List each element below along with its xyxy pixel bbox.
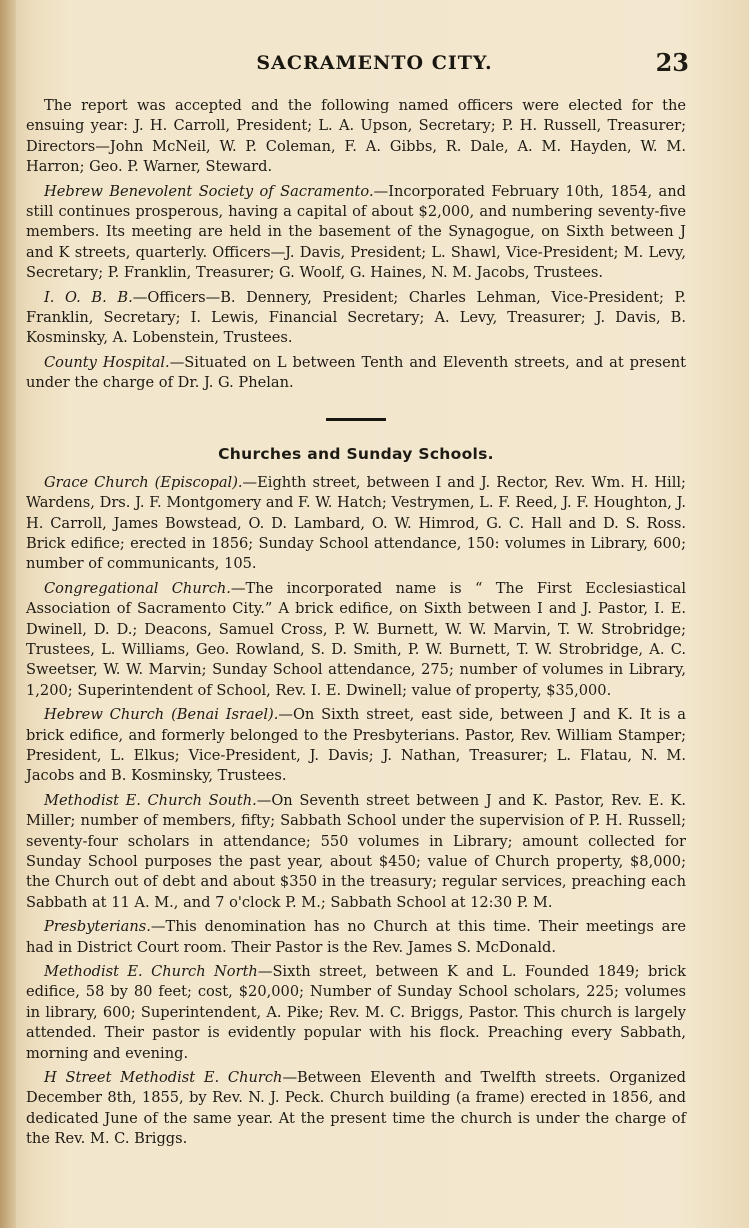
paragraph-text: —On Seventh street between J and K. Pastor, Rev. E. K. Miller; number of members, fifty; Sabbath School under the supervision of P. H. Russell; seventy-four scholars in attendance; 550 volumes in Library; amount collected for Sunday School purposes the past year, about $450; value of Church property, $8,000; the Church out of debt and about $350 in the treasury; regular services, preaching each Sabbath at 11 A. M., and 7 o'clock P. M.; Sabbath School at 12:30 P. M. (26, 791, 686, 911)
paragraph-methodist-south (26, 791, 686, 913)
paragraph-lead: Methodist E. Church South. (44, 791, 257, 809)
paragraph-text: —This denomination has no Church at this time. Their meetings are had in District Court room. Their Pastor is the Rev. James S. McDonald. (26, 918, 686, 956)
paragraph-text: The report was accepted and the following named officers were elected for the ensuing year: J. H. Carroll, President; L. A. Upson, Secretary; P. H. Russell, Treasurer; Directors—John McNeil, W. P. Coleman, F. A. Gibbs, R. Dale, A. M. Hayden, W. M. Harron; Geo. P. Warner, Steward. (26, 97, 686, 176)
paragraph-lead: Methodist E. Church North (44, 963, 258, 981)
page-spine-shadow (0, 0, 16, 1228)
paragraph-hebrew-benevolent-society (26, 182, 686, 284)
paragraph-text: —Situated on L between Tenth and Eleventh streets, and at present under the charge of Dr. J. G. Phelan. (26, 353, 686, 392)
paragraph-county-hospital (26, 353, 686, 394)
paragraph-lead: Hebrew Benevolent Society of Sacramento. (44, 182, 374, 200)
paragraph-officers-report (26, 96, 686, 178)
paragraph-lead: Presbyterians. (44, 918, 151, 936)
paragraph-lead: Grace Church (Episcopal). (44, 473, 243, 491)
page-header (0, 44, 749, 84)
paragraph-text: —Incorporated February 10th, 1854, and still continues prosperous, having a capital of about $2,000, and numbering seventy-five members. Its meeting are held in the basement of the Synagogue, on Sixth between J and K streets, quarterly. Officers—J. Davis, President; L. Shawl, Vice-President; M. Levy, Secretary; P. Franklin, Treasurer; G. Woolf, G. Haines, N. M. Jacobs, Trustees. (26, 182, 686, 282)
page-number: 23 (655, 48, 689, 77)
paragraph-methodist-north (26, 962, 686, 1064)
paragraph-text: —Between Eleventh and Twelfth streets. Organized December 8th, 1855, by Rev. N. J. Peck. Church building (a frame) erected in 1856, and dedicated June of the same year. At the present time the church is under the charge of the Rev. M. C. Briggs. (26, 1069, 687, 1148)
page-body (26, 96, 686, 1154)
paragraph-text: —Sixth street, between K and L. Founded 1849; brick edifice, 58 by 80 feet; cost, $20,000; Number of Sunday School scholars, 225; volumes in library, 600; Superintendent, A. Pike; Rev. M. C. Briggs, Pastor. This church is largely attended. Their pastor is evidently popular with his flock. Preaching every Sabbath, morning and evening. (26, 963, 686, 1062)
paragraph-ioob (26, 288, 686, 349)
paragraph-lead: Hebrew Church (Benai Israel). (44, 706, 279, 724)
running-title: SACRAMENTO CITY. (256, 52, 493, 74)
paragraph-h-street-methodist (26, 1068, 686, 1150)
paragraph-text: —Eighth street, between I and J. Rector, Rev. Wm. H. Hill; Wardens, Drs. J. F. Montgomery and F. W. Hatch; Vestrymen, L. F. Reed, J. F. Houghton, J. H. Carroll, James Bowstead, O. D. Lambard, O. W. Himrod, G. C. Hall and D. S. Ross. Brick edifice; erected in 1856; Sunday School attendance, 150: volumes in Library, 600; number of communicants, 105. (26, 473, 686, 573)
paragraph-congregational-church (26, 579, 686, 701)
paragraph-hebrew-church (26, 705, 686, 787)
section-heading: Churches and Sunday Schools. (218, 444, 494, 463)
paragraph-text: —On Sixth street, east side, between J and K. It is a brick edifice, and formerly belonged to the Presbyterians. Pastor, Rev. William Stamper; President, L. Elkus; Vice-President, J. Davis; J. Nathan, Treasurer; L. Flatau, N. M. Jacobs and B. Kosminsky, Trustees. (26, 706, 686, 785)
paragraph-lead: Congregational Church. (44, 579, 231, 597)
paragraph-lead: County Hospital. (44, 353, 170, 371)
paragraph-presbyterians (26, 917, 686, 958)
paragraph-lead: I. O. B. B. (44, 288, 133, 306)
section-divider (326, 418, 386, 421)
paragraph-grace-church (26, 473, 686, 575)
paragraph-text: —The incorporated name is “ The First Ecclesiastical Association of Sacramento City.” A brick edifice, on Sixth between I and J. Pastor, I. E. Dwinell, D. D.; Deacons, Samuel Cross, P. W. Burnett, W. W. Marvin, T. W. Strobridge; Trustees, L. Williams, Geo. Rowland, S. D. Smith, P. W. Burnett, T. W. Strobridge, A. C. Sweetser, W. W. Marvin; Sunday School attendance, 275; number of volumes in Library, 1,200; Superintendent of School, Rev. I. E. Dwinell; value of property, $35,000. (26, 579, 687, 699)
paragraph-lead: H Street Methodist E. Church (44, 1069, 283, 1087)
paragraph-text: —Officers—B. Dennery, President; Charles Lehman, Vice-President; P. Franklin, Secretary; I. Lewis, Financial Secretary; A. Levy, Treasurer; J. Davis, B. Kosminsky, A. Lobenstein, Trustees. (26, 288, 686, 347)
